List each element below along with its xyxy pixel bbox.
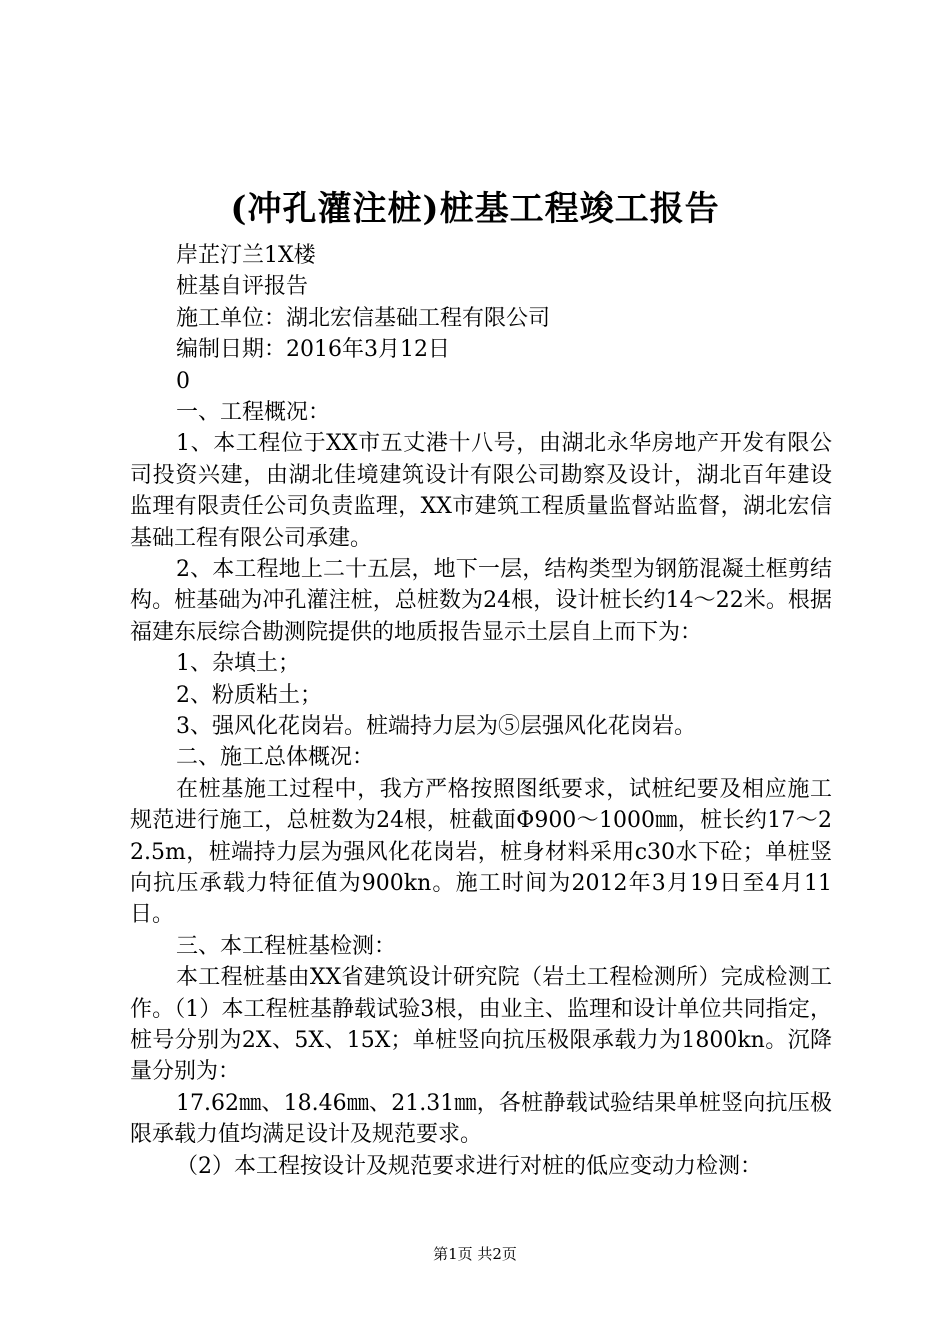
soil-layer-1: 1、杂填土； (176, 651, 300, 677)
soil-layer-2: 2、粉质粘土； (176, 682, 322, 708)
section2-heading: 二、施工总体概况： (176, 745, 375, 771)
paragraph-project-location: 1、本工程位于XX市五丈港十八号，由湖北永华房地产开发有限公司投资兴建，由湖北佳境建筑设计有限公司勘察及设计，湖北百年建设监理有限责任公司负责监理，XX市建筑工程质量监督站监督，湖北宏信基础工程有限公司承建。 (130, 431, 832, 551)
paragraph-settlement: 17.62㎜、18.46㎜、21.31㎜，各桩静载试验结果单桩竖向抗压极限承载力值均满足设计及规范要求。 (130, 1090, 832, 1148)
paragraph-inspection: 本工程桩基由XX省建筑设计研究院（岩土工程检测所）完成检测工作。（1）本工程桩基静载试验3根，由业主、监理和设计单位共同指定，桩号分别为2X、5X、15X；单桩竖向抗压极限承载力为1800kn。沉降量分别为： (130, 965, 832, 1085)
compile-date: 编制日期：2016年3月12日 (176, 337, 450, 363)
construction-unit: 施工单位：湖北宏信基础工程有限公司 (176, 305, 551, 331)
page-footer: 第1页 共2页 (433, 1245, 517, 1263)
paragraph-low-strain: （2）本工程按设计及规范要求进行对桩的低应变动力检测： (176, 1153, 762, 1179)
paragraph-construction: 在桩基施工过程中，我方严格按照图纸要求，试桩纪要及相应施工规范进行施工，总桩数为24根，桩截面Φ900～1000㎜，桩长约17～22.5m，桩端持力层为强风化花岗岩，桩身材料采用c30水下砼；单桩竖向抗压承载力特征值为900kn。施工时间为2012年3月19日至4月11日。 (130, 776, 832, 928)
report-type: 桩基自评报告 (176, 274, 309, 300)
section1-heading: 一、工程概况： (176, 399, 331, 425)
document-body (130, 240, 832, 1182)
document-title: (冲孔灌注桩)桩基工程竣工报告 (230, 189, 720, 229)
zero-line: 0 (176, 368, 190, 394)
project-name: 岸芷汀兰1X楼 (176, 243, 316, 268)
paragraph-structure: 2、本工程地上二十五层，地下一层，结构类型为钢筋混凝土框剪结构。桩基础为冲孔灌注桩，总桩数为24根，设计桩长约14～22米。根据福建东辰综合勘测院提供的地质报告显示土层自上而下为： (130, 556, 832, 645)
section3-heading: 三、本工程桩基检测： (176, 933, 397, 959)
soil-layer-3: 3、强风化花岗岩。桩端持力层为⑤层强风化花岗岩。 (176, 713, 696, 739)
